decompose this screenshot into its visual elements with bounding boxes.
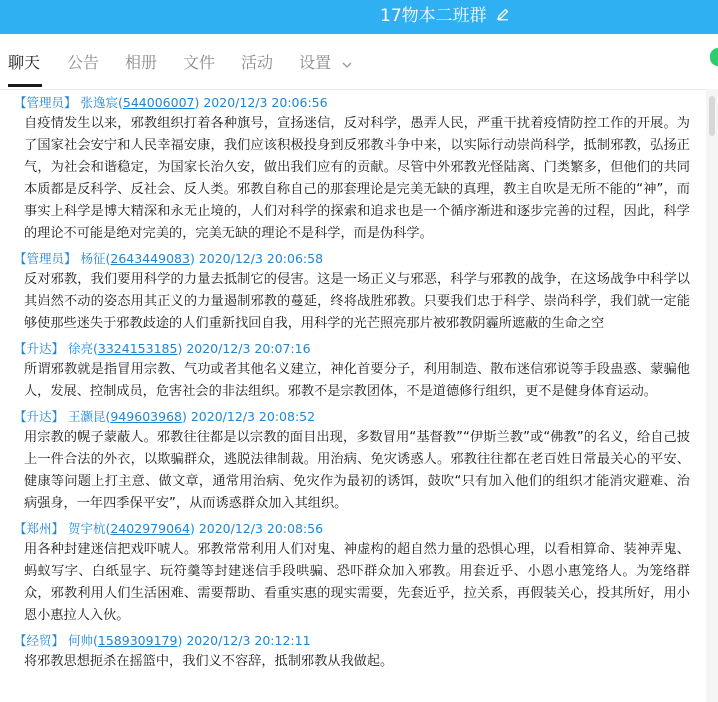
- edit-icon[interactable]: [496, 5, 510, 27]
- sender-qq-link[interactable]: 544006007: [122, 95, 195, 110]
- tab-settings[interactable]: [299, 52, 352, 75]
- member-tag: 【升达】: [14, 409, 65, 424]
- message-time: 2020/12/3 20:12:11: [186, 633, 311, 648]
- message-text: 用宗教的幌子蒙蔽人。邪教往往都是以宗教的面目出现，多数冒用“基督教”“伊斯兰教”或“佛教”的名义，给自己披上一件合法的外衣，以欺骗群众，逃脱法律制裁。用治病、免灾诱惑人。邪教往往都在老百姓日常最关心的平安、健康等问题上打主意、做文章，通常用治病、免灾作为最初的诱饵，鼓吹“只有加入他们的组织才能消灾避难、治病强身，一年四季保平安”，从而诱惑群众加入其组织。: [24, 430, 690, 511]
- tab-bar: [0, 34, 718, 90]
- sender-qq-link[interactable]: 2643449083: [110, 251, 190, 266]
- message-text: 所谓邪教就是指冒用宗教、气功或者其他名义建立，神化首要分子，利用制造、散布迷信邪说等手段蛊惑、蒙骗他人，发展、控制成员，危害社会的非法组织。邪教不是宗教团体，不是道德修行组织，更不是健身体育运动。: [24, 362, 690, 399]
- message: [0, 93, 706, 245]
- tab-announcement[interactable]: 公告: [67, 53, 100, 72]
- message-header: 【郑州】 贺宇杭(2402979064) 2020/12/3 20:08:56: [14, 521, 324, 536]
- message-header: 【升达】 徐亮(3324153185) 2020/12/3 20:07:16: [14, 341, 311, 356]
- message-time: 2020/12/3 20:08:56: [198, 521, 324, 536]
- scrollbar-thumb[interactable]: [709, 96, 715, 136]
- message: [0, 519, 706, 627]
- tab-album[interactable]: 相册: [125, 53, 158, 72]
- member-tag: 【管理员】: [14, 95, 77, 110]
- sender-qq-link[interactable]: 949603968: [110, 409, 182, 424]
- member-tag: 【郑州】: [14, 521, 65, 536]
- sender-qq-link[interactable]: 2402979064: [110, 521, 190, 536]
- sender-name[interactable]: 王灏昆: [68, 409, 106, 424]
- message: [0, 249, 706, 335]
- sender-name[interactable]: 杨征: [80, 251, 106, 266]
- member-tag: 【升达】: [14, 341, 65, 356]
- message-header: 【经贸】 何帅(1589309179) 2020/12/3 20:12:11: [14, 633, 311, 648]
- message-header: 【管理员】 杨征(2643449083) 2020/12/3 20:06:58: [14, 251, 324, 266]
- message-time: 2020/12/3 20:08:52: [190, 409, 316, 424]
- tab-activity[interactable]: 活动: [241, 53, 274, 72]
- message-text: 用各种封建迷信把戏吓唬人。邪教常常利用人们对鬼、神虚构的超自然力量的恐惧心理，以看相算命、装神弄鬼、蚂蚁写字、白纸显字、玩符羹等封建迷信手段哄骗、恐吓群众加入邪教。用套近乎、小恩小惠笼络人。为笼络群众，邪教利用人们生活困难、需要帮助、看重实惠的现实需要，先套近乎，拉关系，再假装关心，投其所好，用小恩小惠拉人入伙。: [24, 542, 690, 623]
- active-tab-indicator: [8, 84, 42, 87]
- message-time: 2020/12/3 20:07:16: [186, 341, 311, 356]
- tab-settings-label: 设置: [299, 53, 332, 72]
- message: [0, 407, 706, 515]
- message-header: 【升达】 王灏昆(949603968) 2020/12/3 20:08:52: [14, 409, 316, 424]
- message-text: 反对邪教，我们要用科学的力量去抵制它的侵害。这是一场正义与邪恶，科学与邪教的战争，在这场战争中科学以其岿然不动的姿态用其正义的力量遏制邪教的蔓延，终将战胜邪教。只要我们忠于科学、崇尚科学，我们就一定能够使那些迷失于邪教歧途的人们重新找回自我，用科学的光芒照亮那片被邪教阴霾所遮蔽的生命之空: [24, 272, 690, 331]
- sender-qq-link[interactable]: 1589309179: [97, 633, 178, 648]
- tab-chat[interactable]: 聊天: [8, 53, 41, 72]
- group-title[interactable]: [380, 5, 510, 27]
- message-text: 自疫情发生以来，邪教组织打着各种旗号，宣扬迷信，反对科学，愚弄人民，严重干扰着疫情防控工作的开展。为了国家社会安宁和人民幸福安康，我们应该积极投身到反邪教斗争中来，以实际行动崇尚科学，抵制邪教，弘扬正气，为社会和谐稳定，为国家长治久安，做出我们应有的贡献。尽管中外邪教光怪陆离、门类繁多，但他们的共同本质都是反科学、反社会、反人类。邪教自称自己的那套理论是完美无缺的真理，教主自吹是无所不能的“神”，而事实上科学是博大精深和永无止境的，人们对科学的探索和追求也是一个循序渐进和逐步完善的过程，因此，科学的理论不可能是绝对完美的，完美无缺的理论不是科学，而是伪科学。: [24, 116, 690, 241]
- tab-files[interactable]: 文件: [183, 53, 216, 72]
- phone-call-icon[interactable]: [710, 48, 718, 66]
- member-tag: 【经贸】: [14, 633, 65, 648]
- sender-name[interactable]: 何帅: [68, 633, 94, 648]
- sender-name[interactable]: 徐亮: [68, 341, 94, 356]
- message-header: 【管理员】 张逸宸(544006007) 2020/12/3 20:06:56: [14, 95, 328, 110]
- sender-qq-link[interactable]: 3324153185: [97, 341, 178, 356]
- sender-name[interactable]: 张逸宸: [80, 95, 119, 110]
- sender-name[interactable]: 贺宇杭: [68, 521, 106, 536]
- message-time: 2020/12/3 20:06:58: [198, 251, 324, 266]
- message: [0, 339, 706, 403]
- message-time: 2020/12/3 20:06:56: [203, 95, 328, 110]
- scrollbar[interactable]: [706, 89, 718, 702]
- message-text: 将邪教思想扼杀在摇篮中，我们义不容辞，抵制邪教从我做起。: [24, 654, 394, 669]
- message: [0, 631, 706, 673]
- member-tag: 【管理员】: [14, 251, 77, 266]
- chat-history: [0, 89, 706, 702]
- group-name: 17物本二班群: [380, 6, 487, 26]
- chevron-down-icon: [342, 53, 352, 75]
- title-bar: [0, 0, 718, 34]
